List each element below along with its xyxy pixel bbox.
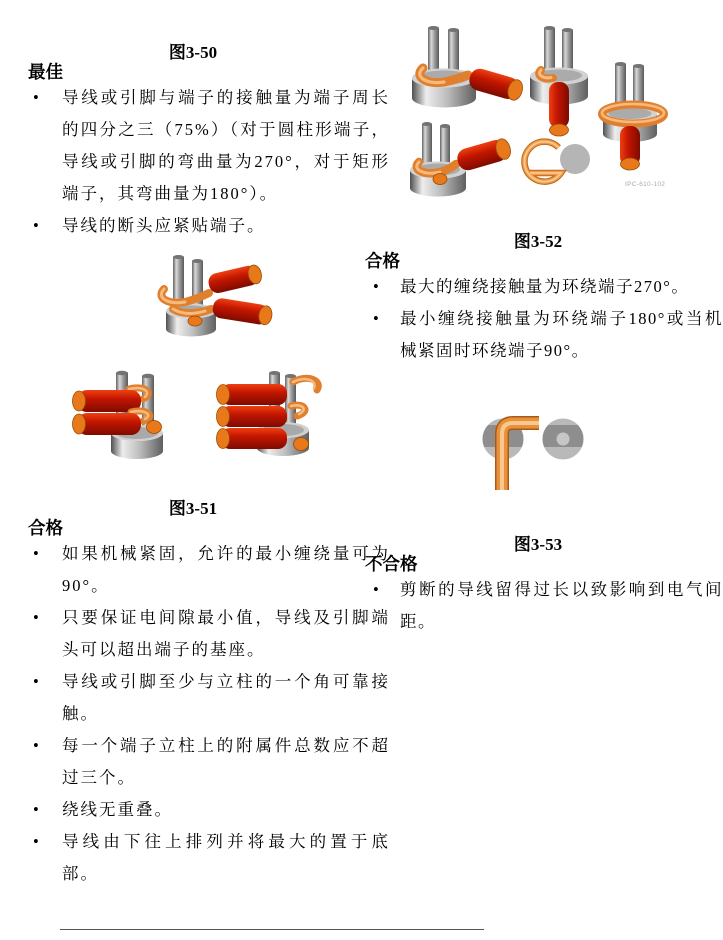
list-item: • 只要保证电间隙最小值，导线及引脚端头可以超出端子的基座。 [28, 602, 390, 666]
list-item: • 绕线无重叠。 [28, 794, 390, 826]
best-bullet-list [28, 82, 390, 242]
list-item: • 导线的断头应紧贴端子。 [28, 210, 390, 242]
terminal-wrap-illustration [40, 253, 380, 497]
terminal-wire-right [412, 26, 525, 108]
figure-51-caption: 图3-51 [168, 499, 218, 518]
list-item: • 导线或引脚与端子的接触量为端子周长的四分之三（75%）（对于圆柱形端子，导线或引脚的弯曲量为270°，对于矩形端子，其弯曲量为180°）。 [28, 82, 390, 210]
terminal-stacked-two [73, 371, 164, 459]
terminal-wrap-angles-illustration [392, 12, 722, 224]
defect-heading: 不合格 [365, 554, 418, 574]
list-item: • 最大的缠绕接触量为环绕端子270°。 [365, 271, 723, 303]
page-bottom-rule [60, 929, 484, 930]
ipc-watermark: IPC-610-102 [625, 181, 666, 188]
defect-bullet-list [365, 574, 723, 638]
acceptable-heading-left: 合格 [28, 518, 63, 538]
acceptable-bullet-list-right [365, 271, 723, 367]
acceptable-heading-right: 合格 [365, 251, 400, 271]
acceptable-bullet-list-left [28, 538, 390, 890]
figure-51-illustration [28, 253, 390, 497]
figure-52-caption: 图3-52 [513, 232, 563, 251]
list-item: • 最小缠绕接触量为环绕端子180°或当机械紧固时环绕端子90°。 [365, 303, 723, 367]
figure-52-illustration [365, 12, 723, 224]
figure-53-illustration [365, 411, 723, 507]
list-item: • 导线或引脚至少与立柱的一个角可靠接触。 [28, 666, 390, 730]
terminal-wire-down [530, 26, 588, 136]
left-column [28, 43, 390, 890]
right-column [365, 12, 723, 638]
terminal-stacked-three [217, 371, 319, 456]
list-item: • 剪断的导线留得过长以致影响到电气间距。 [365, 574, 723, 638]
terminal-wire-up-right [410, 122, 513, 197]
top-view-wrap-diagram [524, 142, 590, 182]
best-heading: 最佳 [28, 62, 63, 82]
list-item: • 每一个端子立柱上的附属件总数应不超过三个。 [28, 730, 390, 794]
figure-53-caption: 图3-53 [513, 535, 563, 554]
list-item: • 导线由下往上排列并将最大的置于底部。 [28, 826, 390, 890]
cut-wire-too-long-illustration [468, 411, 608, 507]
list-item: • 如果机械紧固，允许的最小缠绕量可为90°。 [28, 538, 390, 602]
terminal-two-wires [161, 255, 273, 337]
terminal-ring-wrap [602, 62, 664, 170]
figure-50-caption: 图3-50 [168, 43, 218, 62]
